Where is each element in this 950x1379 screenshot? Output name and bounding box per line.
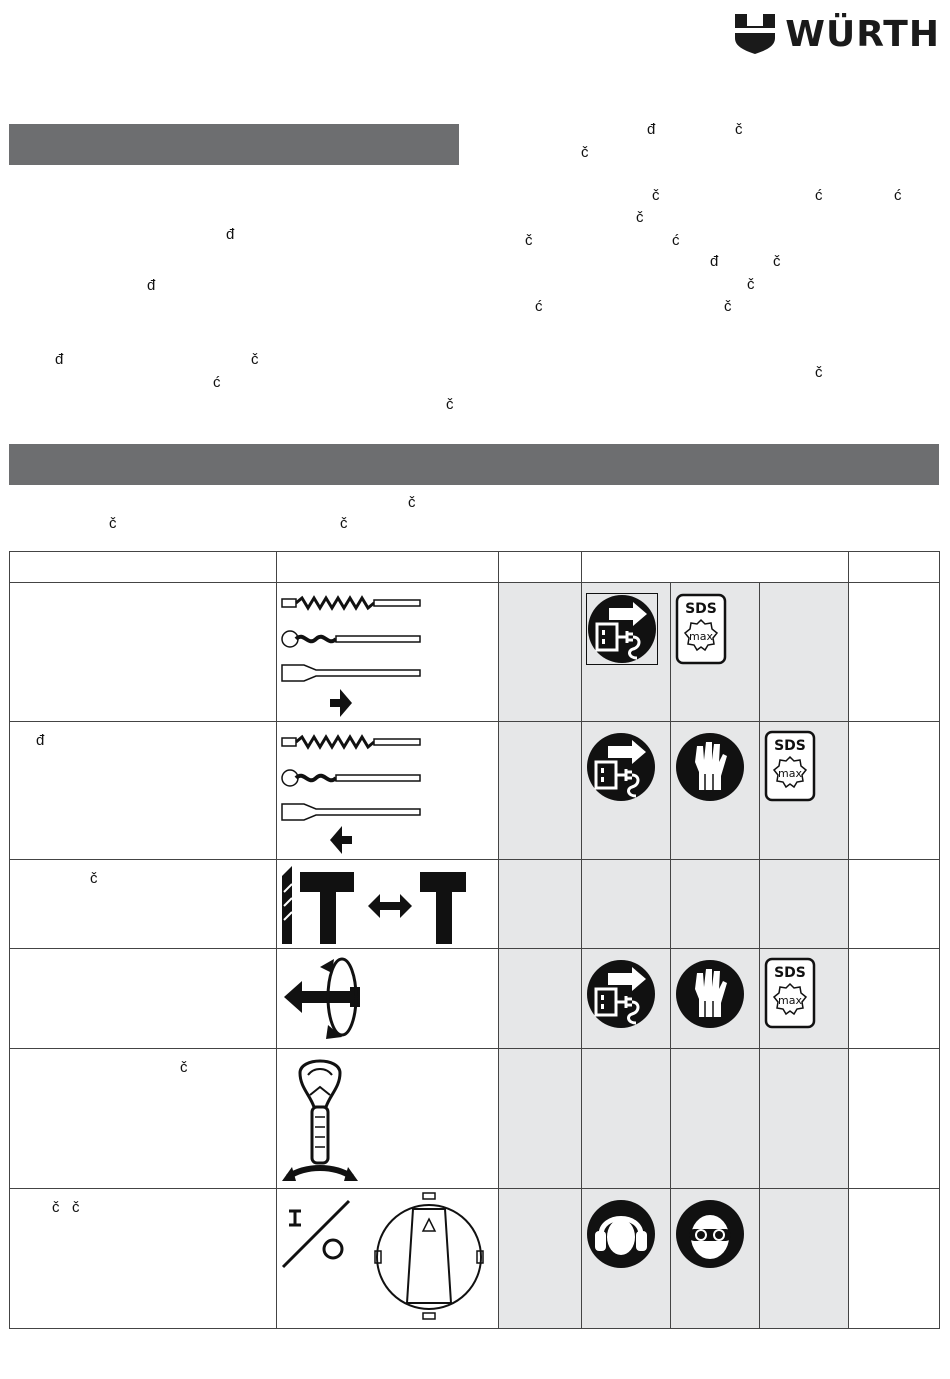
row-label-cell <box>10 1049 277 1189</box>
text-fragment: č <box>408 494 416 511</box>
text-fragment: č <box>724 298 732 315</box>
row-label: č <box>90 870 98 887</box>
tool-illustration <box>277 722 499 860</box>
on-off-illustration <box>277 1191 497 1327</box>
symbol-cell <box>582 860 671 949</box>
symbol-cell <box>760 1189 849 1329</box>
text-fragment: č <box>735 121 743 138</box>
text-fragment: ć <box>535 298 543 315</box>
operation-table <box>9 551 940 1329</box>
table-row <box>10 583 940 722</box>
row-label: đ <box>36 732 45 749</box>
shaded-cell <box>499 583 582 722</box>
table-row <box>10 949 940 1049</box>
row-label-cell <box>10 722 277 860</box>
text-fragment: đ <box>226 226 235 243</box>
unplug-icon <box>586 732 656 802</box>
page-ref-cell <box>849 1049 940 1189</box>
unplug-icon <box>586 593 658 665</box>
header-cell <box>849 552 940 583</box>
page-ref-cell <box>849 949 940 1049</box>
insert-bit-illustration <box>280 589 430 719</box>
table-row <box>10 1189 940 1329</box>
tool-illustration <box>277 583 499 722</box>
tool-illustration <box>277 860 499 949</box>
symbol-cell <box>582 583 671 722</box>
section-heading-band-2 <box>9 444 939 485</box>
header-cell <box>277 552 499 583</box>
row-label <box>10 583 277 722</box>
section-heading-band-1 <box>9 124 459 165</box>
text-fragment: č <box>815 364 823 381</box>
header-cell <box>582 552 849 583</box>
table-row <box>10 722 940 860</box>
symbol-cell <box>671 1049 760 1189</box>
tool-illustration <box>277 1049 499 1189</box>
page-ref-cell <box>849 860 940 949</box>
symbol-cell <box>760 722 849 860</box>
symbol-cell <box>671 860 760 949</box>
rotate-chisel-illustration <box>280 951 380 1047</box>
table-header-row <box>10 552 940 583</box>
text-fragment: ć <box>672 232 680 249</box>
text-fragment: đ <box>710 253 719 270</box>
row-label: č č <box>52 1199 80 1216</box>
page-ref-cell <box>849 583 940 722</box>
row-label <box>10 949 277 1049</box>
text-fragment: č <box>747 276 755 293</box>
page-ref-cell <box>849 722 940 860</box>
symbol-cell <box>582 949 671 1049</box>
symbol-cell <box>671 949 760 1049</box>
symbol-cell <box>671 722 760 860</box>
text-fragment: č <box>773 253 781 270</box>
text-fragment: č <box>636 209 644 226</box>
symbol-cell <box>760 583 849 722</box>
ear-protection-icon <box>586 1199 656 1269</box>
aux-handle-illustration <box>280 1051 370 1187</box>
shaded-cell <box>499 949 582 1049</box>
sds-max-icon <box>764 957 816 1029</box>
symbol-cell <box>671 583 760 722</box>
text-fragment: ć <box>815 187 823 204</box>
symbol-cell <box>760 1049 849 1189</box>
page-ref-cell <box>849 1189 940 1329</box>
text-fragment: č <box>251 351 259 368</box>
shaded-cell <box>499 722 582 860</box>
table-row <box>10 1049 940 1189</box>
text-fragment: č <box>446 396 454 413</box>
sds-max-icon <box>675 593 727 665</box>
gloves-icon <box>675 732 745 802</box>
text-fragment: č <box>340 515 348 532</box>
shaded-cell <box>499 860 582 949</box>
text-fragment: č <box>109 515 117 532</box>
symbol-cell <box>760 860 849 949</box>
unplug-icon <box>586 959 656 1029</box>
eye-protection-icon <box>675 1199 745 1269</box>
tool-illustration <box>277 949 499 1049</box>
symbol-cell <box>760 949 849 1049</box>
row-label-cell <box>10 860 277 949</box>
row-label-cell <box>10 1189 277 1329</box>
shaded-cell <box>499 1049 582 1189</box>
text-fragment: đ <box>147 277 156 294</box>
sds-max-icon <box>764 730 816 802</box>
tool-illustration <box>277 1189 499 1329</box>
row-label: č <box>180 1059 188 1076</box>
header-cell <box>10 552 277 583</box>
gloves-icon <box>675 959 745 1029</box>
text-fragment: č <box>525 232 533 249</box>
table-row <box>10 860 940 949</box>
mode-select-illustration <box>280 862 480 948</box>
header-cell <box>499 552 582 583</box>
brand-name: WÜRTH <box>785 13 940 55</box>
brand-logo <box>733 12 940 56</box>
symbol-cell <box>582 1189 671 1329</box>
text-fragment: đ <box>647 121 656 138</box>
symbol-cell <box>671 1189 760 1329</box>
text-fragment: ć <box>213 374 221 391</box>
text-fragment: č <box>581 144 589 161</box>
remove-bit-illustration <box>280 728 430 858</box>
shaded-cell <box>499 1189 582 1329</box>
symbol-cell <box>582 722 671 860</box>
wuerth-emblem-icon <box>733 12 777 56</box>
text-fragment: ć <box>894 187 902 204</box>
text-fragment: č <box>652 187 660 204</box>
text-fragment: đ <box>55 351 64 368</box>
symbol-cell <box>582 1049 671 1189</box>
